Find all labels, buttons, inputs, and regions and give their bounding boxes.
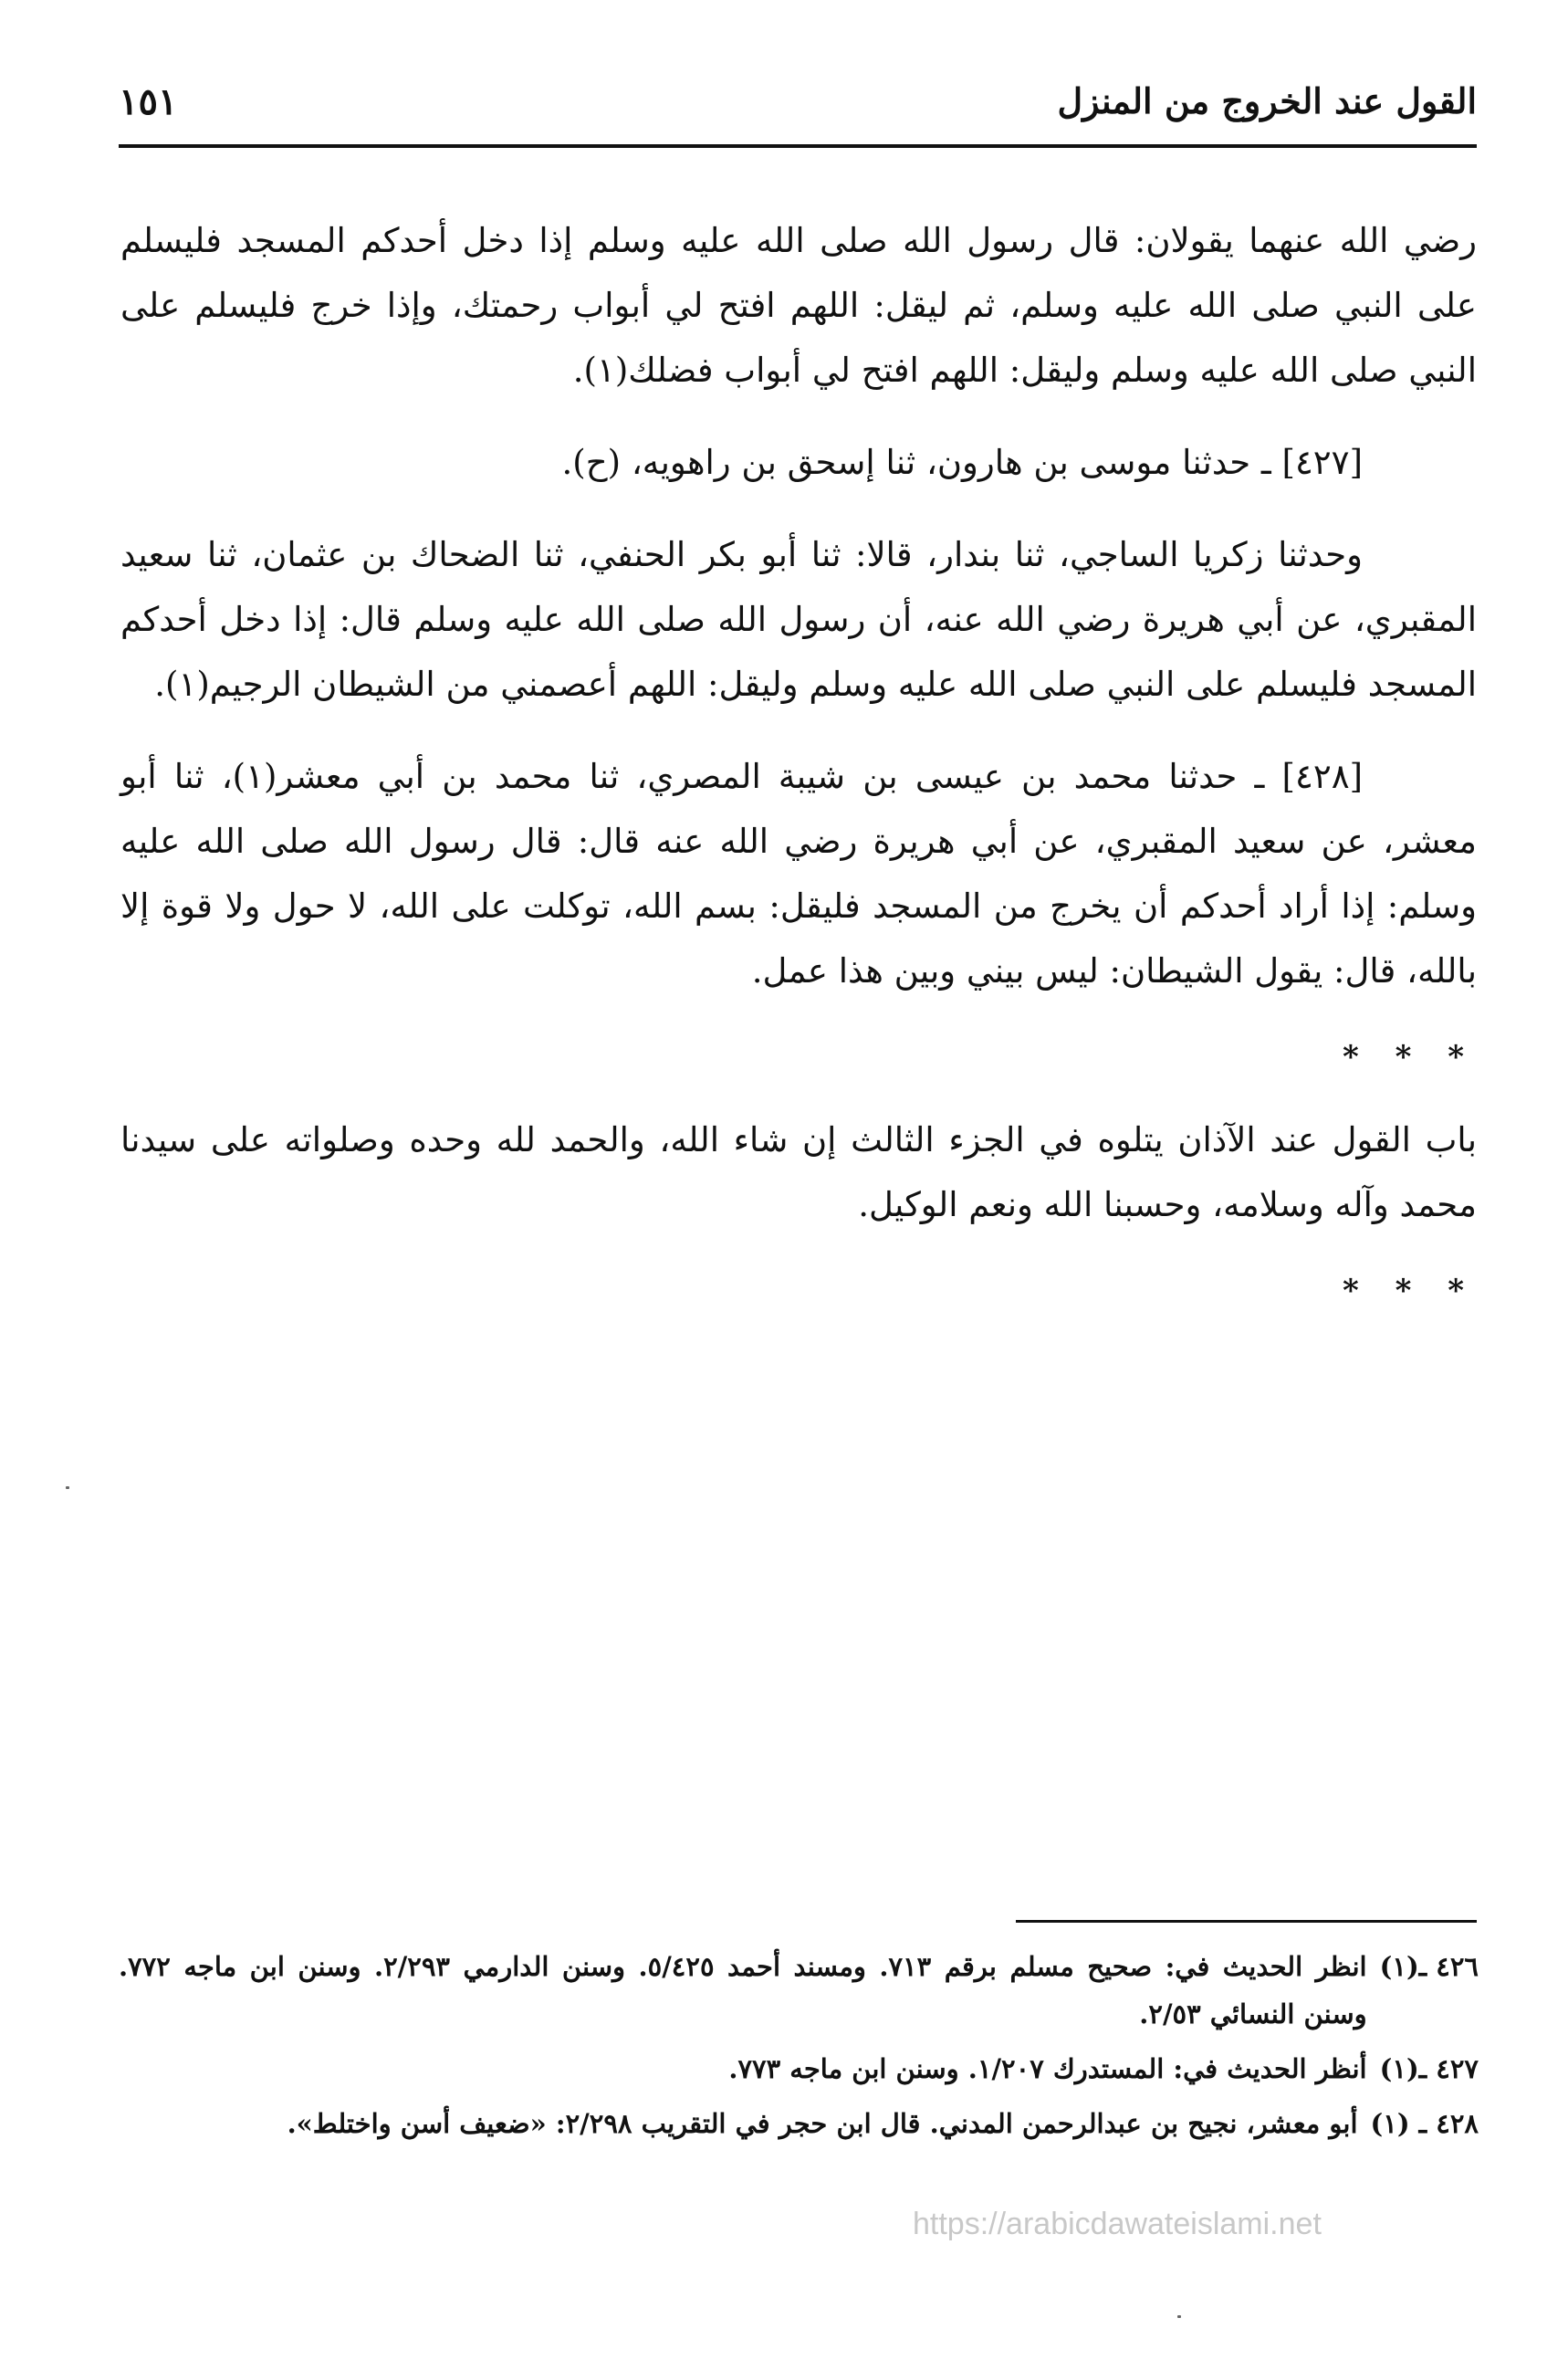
hadith-428: [٤٢٨] ـ حدثنا محمد بن عيسى بن شيبة المصري، ثنا محمد بن أبي معشر(١)، ثنا أبو معشر، عن سعيد المقبري، عن أبي هريرة رضي الله عنه قال: قال رسول الله صلى الله عليه وسلم: إذا أراد أحدكم أن يخرج من المسجد فليقل: بسم الله، توكلت على الله، لا حول ولا قوة إلا بالله، قال: يقول الشيطان: ليس بيني وبين هذا عمل. (120, 757, 1477, 991)
main-text (120, 208, 1477, 1341)
watermark-url: https://arabicdawateislami.net (913, 2207, 1322, 2241)
footnote-text: انظر الحديث في: صحيح مسلم برقم ٧١٣. ومسند أحمد ٥/٤٢٥. وسنن الدارمي ٢/٢٩٣. وسنن ابن ماجه ٧٧٢. وسنن النسائي ٢/٥٣. (119, 1951, 1367, 2030)
page-number: ١٥١ (119, 80, 178, 123)
footnote-text: أنظر الحديث في: المستدرك ١/٢٠٧. وسنن ابن ماجه ٧٧٣. (728, 2053, 1367, 2084)
footnote (119, 2045, 1479, 2093)
footnote-number: ٤٢٦ ـ(١) (1379, 1951, 1479, 1982)
hadith-427: [٤٢٧] ـ حدثنا موسى بن هارون، ثنا إسحق بن راهويه، (ح). (561, 443, 1363, 482)
paragraph-continuation: رضي الله عنهما يقولان: قال رسول الله صلى الله عليه وسلم إذا دخل أحدكم المسجد فليسلم على النبي صلى الله عليه وسلم، ثم ليقل: اللهم افتح لي أبواب رحمتك، وإذا خرج فليسلم على النبي صلى الله عليه وسلم وليقل: اللهم افتح لي أبواب فضلك(١). (120, 221, 1477, 390)
footnote-rule (1016, 1920, 1477, 1923)
footnote (119, 2100, 1479, 2147)
hadith-427-continuation: وحدثنا زكريا الساجي، ثنا بندار، قالا: ثنا أبو بكر الحنفي، ثنا الضحاك بن عثمان، ثنا سعيد المقبري، عن أبي هريرة رضي الله عنه، أن رسول الله صلى الله عليه وسلم قال: إذا دخل أحدكم المسجد فليسلم على النبي صلى الله عليه وسلم وليقل: اللهم أعصمني من الشيطان الرجيم(١). (120, 535, 1477, 704)
section-separator: * * * (1342, 1039, 1477, 1075)
footnote-number: ٤٢٧ ـ(١) (1379, 2053, 1479, 2084)
section-separator: * * * (1342, 1273, 1477, 1309)
scan-speck (1177, 2315, 1181, 2318)
footnote-number: ٤٢٨ ـ (١) (1370, 2108, 1479, 2139)
closing-paragraph: باب القول عند الآذان يتلوه في الجزء الثالث إن شاء الله، والحمد لله وحده وصلواته على سيدنا محمد وآله وسلامه، وحسبنا الله ونعم الوكيل. (120, 1120, 1477, 1224)
scan-speck (66, 1486, 69, 1489)
footnote (119, 1943, 1479, 2038)
footnotes (119, 1943, 1479, 2155)
footnote-text: أبو معشر، نجيح بن عبدالرحمن المدني. قال ابن حجر في التقريب ٢/٢٩٨: «ضعيف أسن واختلط». (287, 2108, 1358, 2139)
header-rule (119, 144, 1477, 148)
running-header-title: القول عند الخروج من المنزل (1057, 80, 1477, 121)
